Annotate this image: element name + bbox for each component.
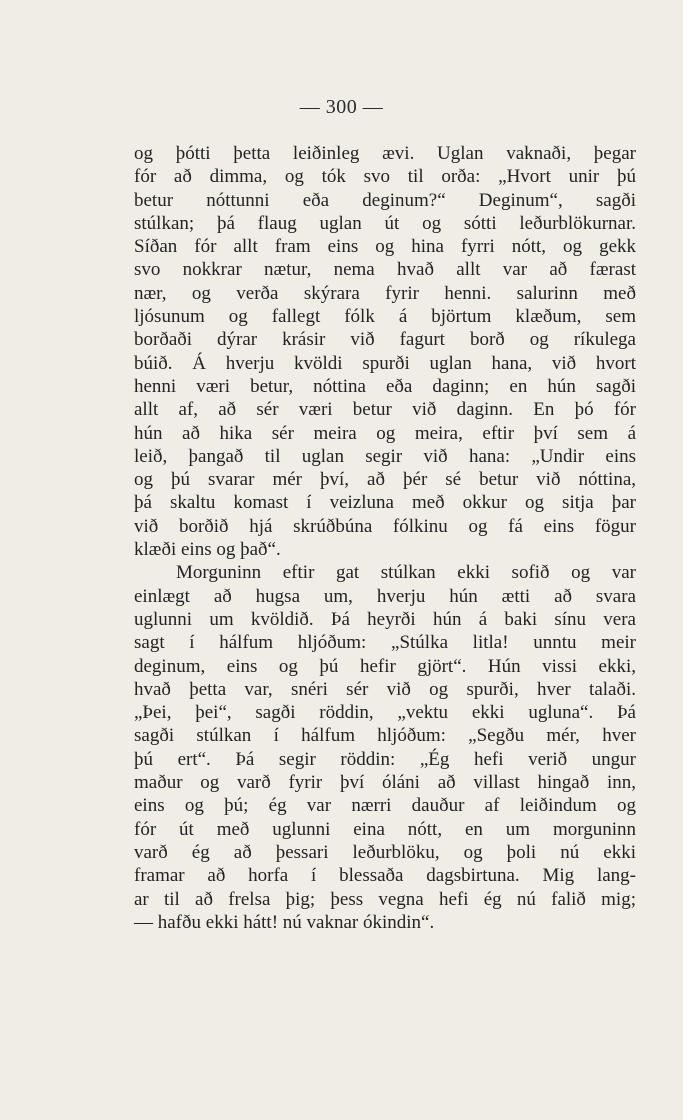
text-line: — hafðu ekki hátt! nú vaknar ókindin“. [134,911,435,933]
text-line: ar til að frelsa þig; þess vegna hefi ég nú falið mig; [134,888,636,910]
text-line: deginum, eins og þú hefir gjört“. Hún vissi ekki, [134,655,636,677]
text-line: stúlkan; þá flaug uglan út og sótti leðurblökurnar. [134,212,636,234]
text-line: Morguninn eftir gat stúlkan ekki sofið og var [176,562,636,584]
text-line: og þú svarar mér því, að þér sé betur við nóttina, [134,469,636,491]
text-line: sagt í hálfum hljóðum: „Stúlka litla! unntu meir [134,632,636,654]
page-number: — 300 — [299,96,384,118]
text-line: hvað þetta var, snéri sér við og spurði, hver talaði. [134,678,636,700]
text-line: þú ert“. Þá segir röddin: „Ég hefi verið ungur [134,748,636,770]
text-line: maður og varð fyrir því óláni að villast hingað inn, [134,772,636,794]
text-line: Síðan fór allt fram eins og hina fyrri nótt, og gekk [134,236,636,258]
text-line: leið, þangað til uglan segir við hana: „Undir eins [134,445,636,467]
text-line: henni væri betur, nóttina eða daginn; en hún sagði [134,375,636,397]
text-line: allt af, að sér væri betur við daginn. En þó fór [134,399,636,421]
text-line: nær, og verða skýrara fyrir henni. salurinn með [134,282,636,304]
text-line: framar að horfa í blessaða dagsbirtuna. Mig lang- [134,865,636,887]
text-line: einlægt að hugsa um, hverju hún ætti að svara [134,585,636,607]
text-line: við borðið hjá skrúðbúna fólkinu og fá eins fögur [134,515,636,537]
text-line: klæði eins og það“. [134,539,281,561]
text-line: hún að hika sér meira og meira, eftir því sem á [134,422,636,444]
text-line: fór út með uglunni eina nótt, en um morguninn [134,818,636,840]
text-line: búið. Á hverju kvöldi spurði uglan hana, við hvort [134,352,636,374]
body-text [134,142,636,934]
text-line: fór að dimma, og tók svo til orða: „Hvort unir þú [134,166,636,188]
text-line: uglunni um kvöldið. Þá heyrði hún á baki sínu vera [134,608,636,630]
text-line: sagði stúlkan í hálfum hljóðum: „Segðu mér, hver [134,725,636,747]
text-line: betur nóttunni eða deginum?“ Deginum“, sagði [134,189,636,211]
text-line: „Þei, þei“, sagði röddin, „vektu ekki ugluna“. Þá [134,702,636,724]
text-line: og þótti þetta leiðinleg ævi. Uglan vaknaði, þegar [134,143,636,164]
text-line: varð ég að þessari leðurblöku, og þoli nú ekki [134,841,636,863]
text-line: svo nokkrar nætur, nema hvað allt var að færast [134,259,636,281]
text-line: þá skaltu komast í veizluna með okkur og sitja þar [134,492,636,514]
text-line: eins og þú; ég var nærri dauður af leiðindum og [134,795,636,817]
text-line: borðaði dýrar krásir við fagurt borð og ríkulega [134,329,636,351]
text-line: ljósunum og fallegt fólk á björtum klæðum, sem [134,306,636,328]
